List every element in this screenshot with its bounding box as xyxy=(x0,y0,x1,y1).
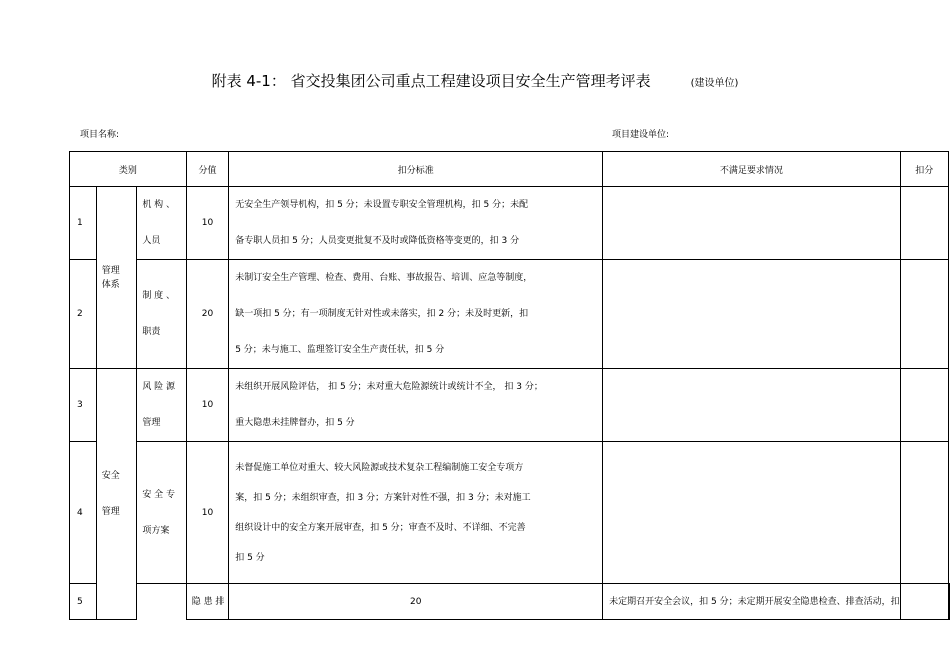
deduction-cell[interactable] xyxy=(900,369,948,442)
category-safety-management xyxy=(96,369,137,620)
sub-item-line: 人员 xyxy=(142,236,161,246)
sub-item-line: 制 度 、 xyxy=(142,291,176,301)
project-name-label: 项目名称: xyxy=(80,130,120,140)
standard-cell xyxy=(603,584,900,620)
row-number: 3 xyxy=(70,369,97,442)
score-cell: 10 xyxy=(186,442,229,584)
sub-item xyxy=(137,187,186,260)
score-cell: 10 xyxy=(186,369,229,442)
score-cell: 10 xyxy=(186,187,229,260)
sub-item xyxy=(186,584,229,620)
standard-cell xyxy=(229,369,603,442)
standard-line: 组织设计中的安全方案开展审查，扣 5 分；审查不及时、不详细、不完善 xyxy=(235,522,526,533)
sub-item-line: 风 险 源 xyxy=(142,382,176,392)
table-row xyxy=(70,584,950,620)
sub-item xyxy=(137,442,186,584)
category-line: 管理 xyxy=(101,265,120,276)
score-cell: 20 xyxy=(186,260,229,369)
sub-item-line: 管理 xyxy=(142,418,161,428)
sub-item xyxy=(137,260,186,369)
deduction-cell[interactable] xyxy=(900,260,948,369)
standard-line: 未督促施工单位对重大、较大风险源或技术复杂工程编制施工安全专项方 xyxy=(235,462,524,473)
unmet-cell[interactable] xyxy=(603,369,900,442)
title-subtitle: (建设单位) xyxy=(690,78,739,89)
standard-line: 未定期召开安全会议，扣 5 分；未定期开展安全隐患检查、排查活动，扣 xyxy=(609,596,900,607)
table-row xyxy=(70,260,950,369)
standard-line: 备专职人员扣 5 分；人员变更批复不及时或降低资格等变更的，扣 3 分 xyxy=(235,236,520,246)
sub-item-line: 职责 xyxy=(142,327,161,337)
standard-line: 重大隐患未挂牌督办，扣 5 分 xyxy=(235,418,355,428)
category-management-system xyxy=(96,187,137,369)
document-title xyxy=(0,70,950,91)
category-line: 安全 xyxy=(101,471,120,481)
standard-line: 案，扣 5 分；未组织审查，扣 3 分；方案针对性不强，扣 3 分；未对施工 xyxy=(235,492,531,503)
sub-item-line: 机 构 、 xyxy=(142,200,176,210)
sub-item xyxy=(137,369,186,442)
standard-line: 无安全生产领导机构，扣 5 分；未设置专职安全管理机构，扣 5 分；未配 xyxy=(235,200,529,210)
standard-cell xyxy=(229,442,603,584)
header-category: 类别 xyxy=(70,152,187,187)
project-unit-label: 项目建设单位: xyxy=(612,130,670,140)
category-continued xyxy=(137,584,186,620)
deduction-cell[interactable] xyxy=(900,442,948,584)
standard-line: 5 分；未与施工、监理签订安全生产责任状，扣 5 分 xyxy=(235,345,445,355)
standard-cell xyxy=(229,260,603,369)
header-deduction: 扣分 xyxy=(900,152,948,187)
header-unmet: 不满足要求情况 xyxy=(603,152,900,187)
row-number: 2 xyxy=(70,260,97,369)
table-row xyxy=(70,442,950,584)
standard-line: 缺一项扣 5 分；有一项制度无针对性或未落实，扣 2 分；未及时更新，扣 xyxy=(235,309,529,319)
deduction-cell[interactable] xyxy=(900,187,948,260)
standard-line: 未制订安全生产管理、检查、费用、台账、事故报告、培训、应急等制度， xyxy=(235,273,533,283)
table-row xyxy=(70,369,950,442)
standard-line: 未组织开展风险评估， 扣 5 分；未对重大危险源统计或统计不全， 扣 3 分； xyxy=(235,382,543,392)
assessment-table xyxy=(69,151,950,620)
sub-item-line: 安 全 专 xyxy=(142,489,176,500)
row-number: 5 xyxy=(70,584,97,620)
category-line: 体系 xyxy=(101,279,120,290)
table-row xyxy=(70,187,950,260)
row-number: 4 xyxy=(70,442,97,584)
category-line: 管理 xyxy=(101,507,120,517)
standard-cell xyxy=(229,187,603,260)
deduction-cell[interactable] xyxy=(949,584,950,620)
unmet-cell[interactable] xyxy=(603,442,900,584)
score-cell: 20 xyxy=(229,584,603,620)
row-number: 1 xyxy=(70,187,97,260)
standard-line: 扣 5 分 xyxy=(235,552,265,563)
sub-item-line: 项方案 xyxy=(142,525,170,536)
title-text: 附表 4-1： 省交投集团公司重点工程建设项目安全生产管理考评表 xyxy=(211,72,651,90)
unmet-cell[interactable] xyxy=(603,187,900,260)
header-row xyxy=(70,152,950,187)
header-standard: 扣分标准 xyxy=(229,152,603,187)
header-score: 分值 xyxy=(186,152,229,187)
unmet-cell[interactable] xyxy=(900,584,948,620)
sub-item-line: 隐 患 排 xyxy=(191,596,225,607)
unmet-cell[interactable] xyxy=(603,260,900,369)
